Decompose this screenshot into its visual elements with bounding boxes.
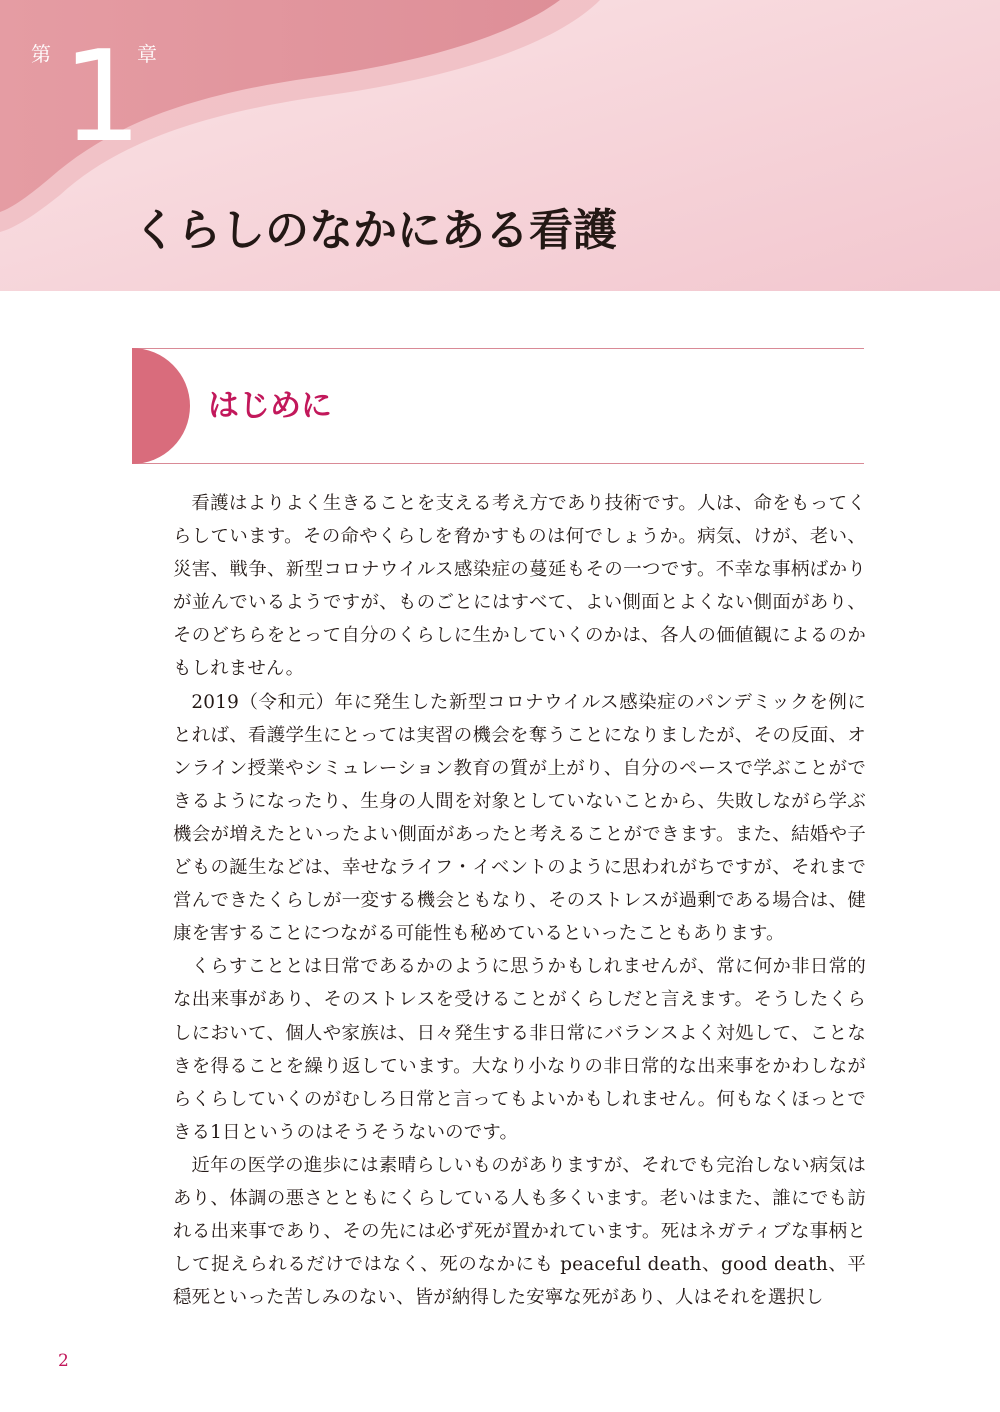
chapter-header [0, 0, 1000, 291]
chapter-suffix: 章 [137, 42, 157, 66]
chapter-prefix: 第 [31, 42, 51, 66]
paragraph-4: 近年の医学の進歩には素晴らしいものがありますが、それでも完治しない病気はあり、体調の悪さとともにくらしている人も多くいます。老いはまた、誰にでも訪れる出来事であり、その先には必ず死が置かれています。死はネガティブな事柄として捉えられるだけではなく、死のなかにも peaceful death、good death、平穏死といった苦しみのない、皆が納得した安寧な死があり、人はそれを選択し [173, 1154, 866, 1309]
paragraph-1: 看護はよりよく生きることを支える考え方であり技術です。人は、命をもってくらしています。その命やくらしを脅かすものは何でしょうか。病気、けが、老い、災害、戦争、新型コロナウイルス感染症の蔓延もその一つです。不幸な事柄ばかりが並んでいるようですが、ものごとにはすべて、よい側面とよくない側面があり、そのどちらをとって自分のくらしに生かしていくのかは、各人の価値観によるのかもしれません。 [173, 493, 866, 680]
paragraph-3: くらすこととは日常であるかのように思うかもしれませんが、常に何か非日常的な出来事があり、そのストレスを受けることがくらしだと言えます。そうしたくらしにおいて、個人や家族は、日々発生する非日常にバランスよく対処して、ことなきを得ることを繰り返しています。大なり小なりの非日常的な出来事をかわしながらくらしていくのがむしろ日常と言ってもよいかもしれません。何もなくほっとできる1日というのはそうそうないのです。 [173, 956, 866, 1143]
body-text [173, 487, 866, 1314]
section-title: はじめに [208, 388, 332, 424]
chapter-number: 1 [62, 23, 143, 170]
chapter-title: くらしのなかにある看護 [133, 205, 617, 257]
page-number: 2 [58, 1351, 69, 1371]
paragraph-2: 2019（令和元）年に発生した新型コロナウイルス感染症のパンデミックを例にとれば、看護学生にとっては実習の機会を奪うことになりましたが、その反面、オンライン授業やシミュレーション教育の質が上がり、自分のペースで学ぶことができるようになったり、生身の人間を対象としていないことから、失敗しながら学ぶ機会が増えたといったよい側面があったと考えることができます。また、結婚や子どもの誕生などは、幸せなライフ・イベントのように思われがちですが、それまで営んできたくらしが一変する機会ともなり、そのストレスが過剰である場合は、健康を害することにつながる可能性も秘めているといったこともあります。 [173, 691, 866, 945]
section-heading [132, 348, 864, 464]
section-tab-shape [132, 348, 192, 464]
